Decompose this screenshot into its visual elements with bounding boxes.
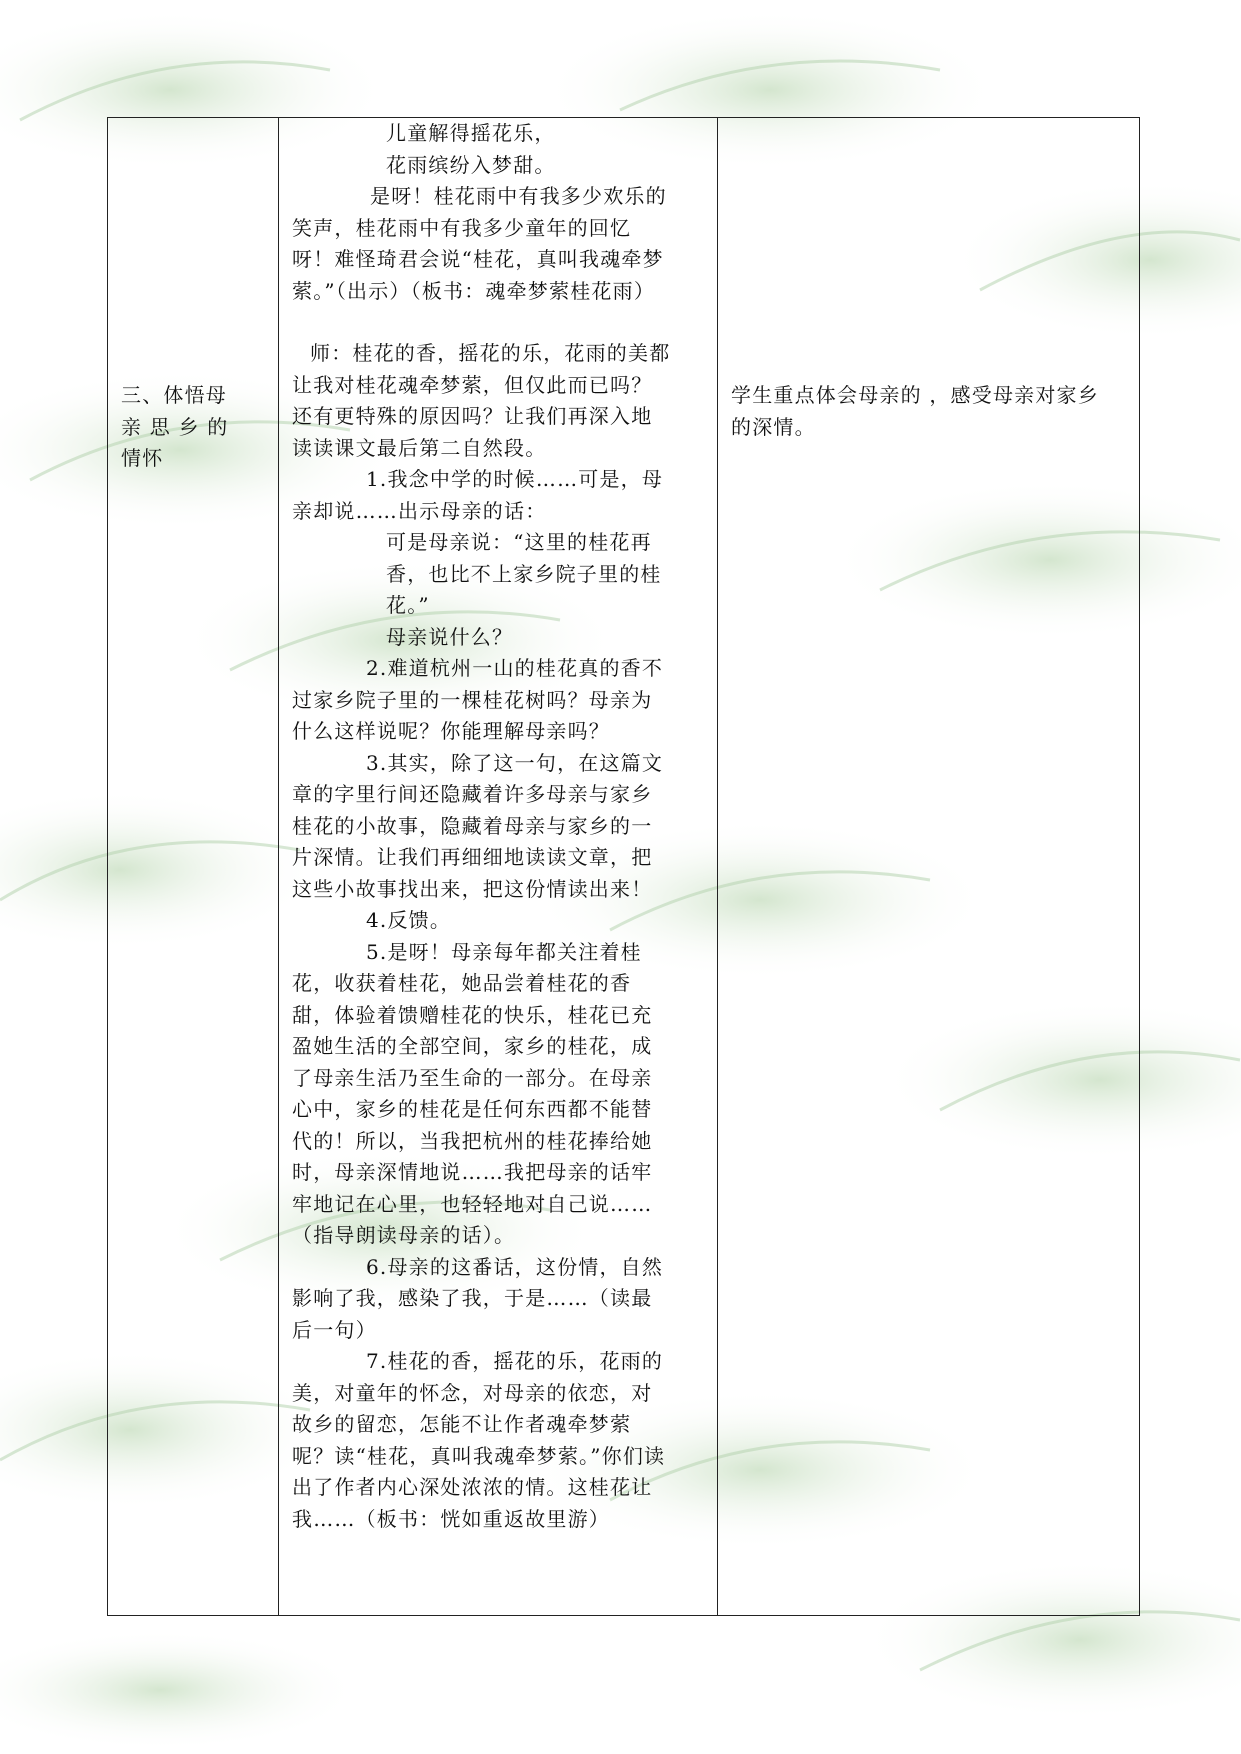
design-intent-text: 学生重点体会母亲的 ，感受母亲对家乡的深情。 (731, 383, 1099, 439)
list-item: 4.反馈。 (366, 908, 452, 932)
list-item: 7.桂花的香，摇花的乐，花雨的美，对童年的怀念，对母亲的依恋，对故乡的留恋，怎能不让作者魂牵梦萦呢？读“桂花，真叫我魂牵梦萦。”你们读出了作者内心深处浓浓的情。这桂花让我……（板书：恍如重返故里游） (292, 1349, 666, 1531)
lesson-plan-table (107, 117, 1140, 1616)
stage-title (108, 118, 278, 475)
list-item: 6.母亲的这番话，这份情，自然影响了我，感染了我，于是……（读最后一句） (292, 1254, 664, 1342)
notes-cell (718, 118, 1140, 1616)
paragraph: 师：桂花的香，摇花的乐，花雨的美都让我对桂花魂牵梦萦，但仅此而已吗？还有更特殊的原因吗？让我们再深入地读读课文最后第二自然段。 (292, 341, 671, 460)
paragraph: 母亲说什么？ (386, 624, 514, 649)
stage-cell (108, 118, 279, 1616)
teaching-process-text (279, 118, 717, 1535)
list-item: 1.我念中学的时候……可是，母亲却说……出示母亲的话： (292, 467, 664, 523)
stage-title-line-3: 情怀 (121, 446, 164, 470)
blank-line (292, 307, 673, 338)
table-row (108, 118, 1140, 1616)
list-item: 3.其实，除了这一句，在这篇文章的字里行间还隐藏着许多母亲与家乡桂花的小故事，隐藏着母亲与家乡的一片深情。让我们再细细地读读文章，把这些小故事找出来，把这份情读出来！ (292, 750, 664, 901)
quote: 可是母亲说：“这里的桂花再香，也比不上家乡院子里的桂花。” (386, 530, 662, 617)
poem-line: 花雨缤纷入梦甜。 (386, 152, 556, 177)
teaching-process-cell (279, 118, 718, 1616)
stage-title-line-2: 亲 思 乡 的 (121, 414, 229, 439)
poem-line: 儿童解得摇花乐， (386, 121, 556, 145)
stage-title-line-1: 三、体悟母 (121, 383, 227, 407)
list-item: 5.是呀！母亲每年都关注着桂花，收获着桂花，她品尝着桂花的香甜，体验着馈赠桂花的快乐，桂花已充盈她生活的全部空间，家乡的桂花，成了母亲生活乃至生命的一部分。在母亲心中，家乡的桂花是任何东西都不能替代的！所以，当我把杭州的桂花捧给她时，母亲深情地说……我把母亲的话牢牢地记在心里，也轻轻地对自己说……（指导朗读母亲的话）。 (292, 939, 653, 1247)
paragraph: 是呀！桂花雨中有我多少欢乐的笑声，桂花雨中有我多少童年的回忆呀！难怪琦君会说“桂花，真叫我魂牵梦萦。”（出示）（板书：魂牵梦萦桂花雨） (292, 184, 667, 303)
list-item: 2.难道杭州一山的桂花真的香不过家乡院子里的一棵桂花树吗？母亲为什么这样说呢？你能理解母亲吗？ (292, 656, 664, 743)
